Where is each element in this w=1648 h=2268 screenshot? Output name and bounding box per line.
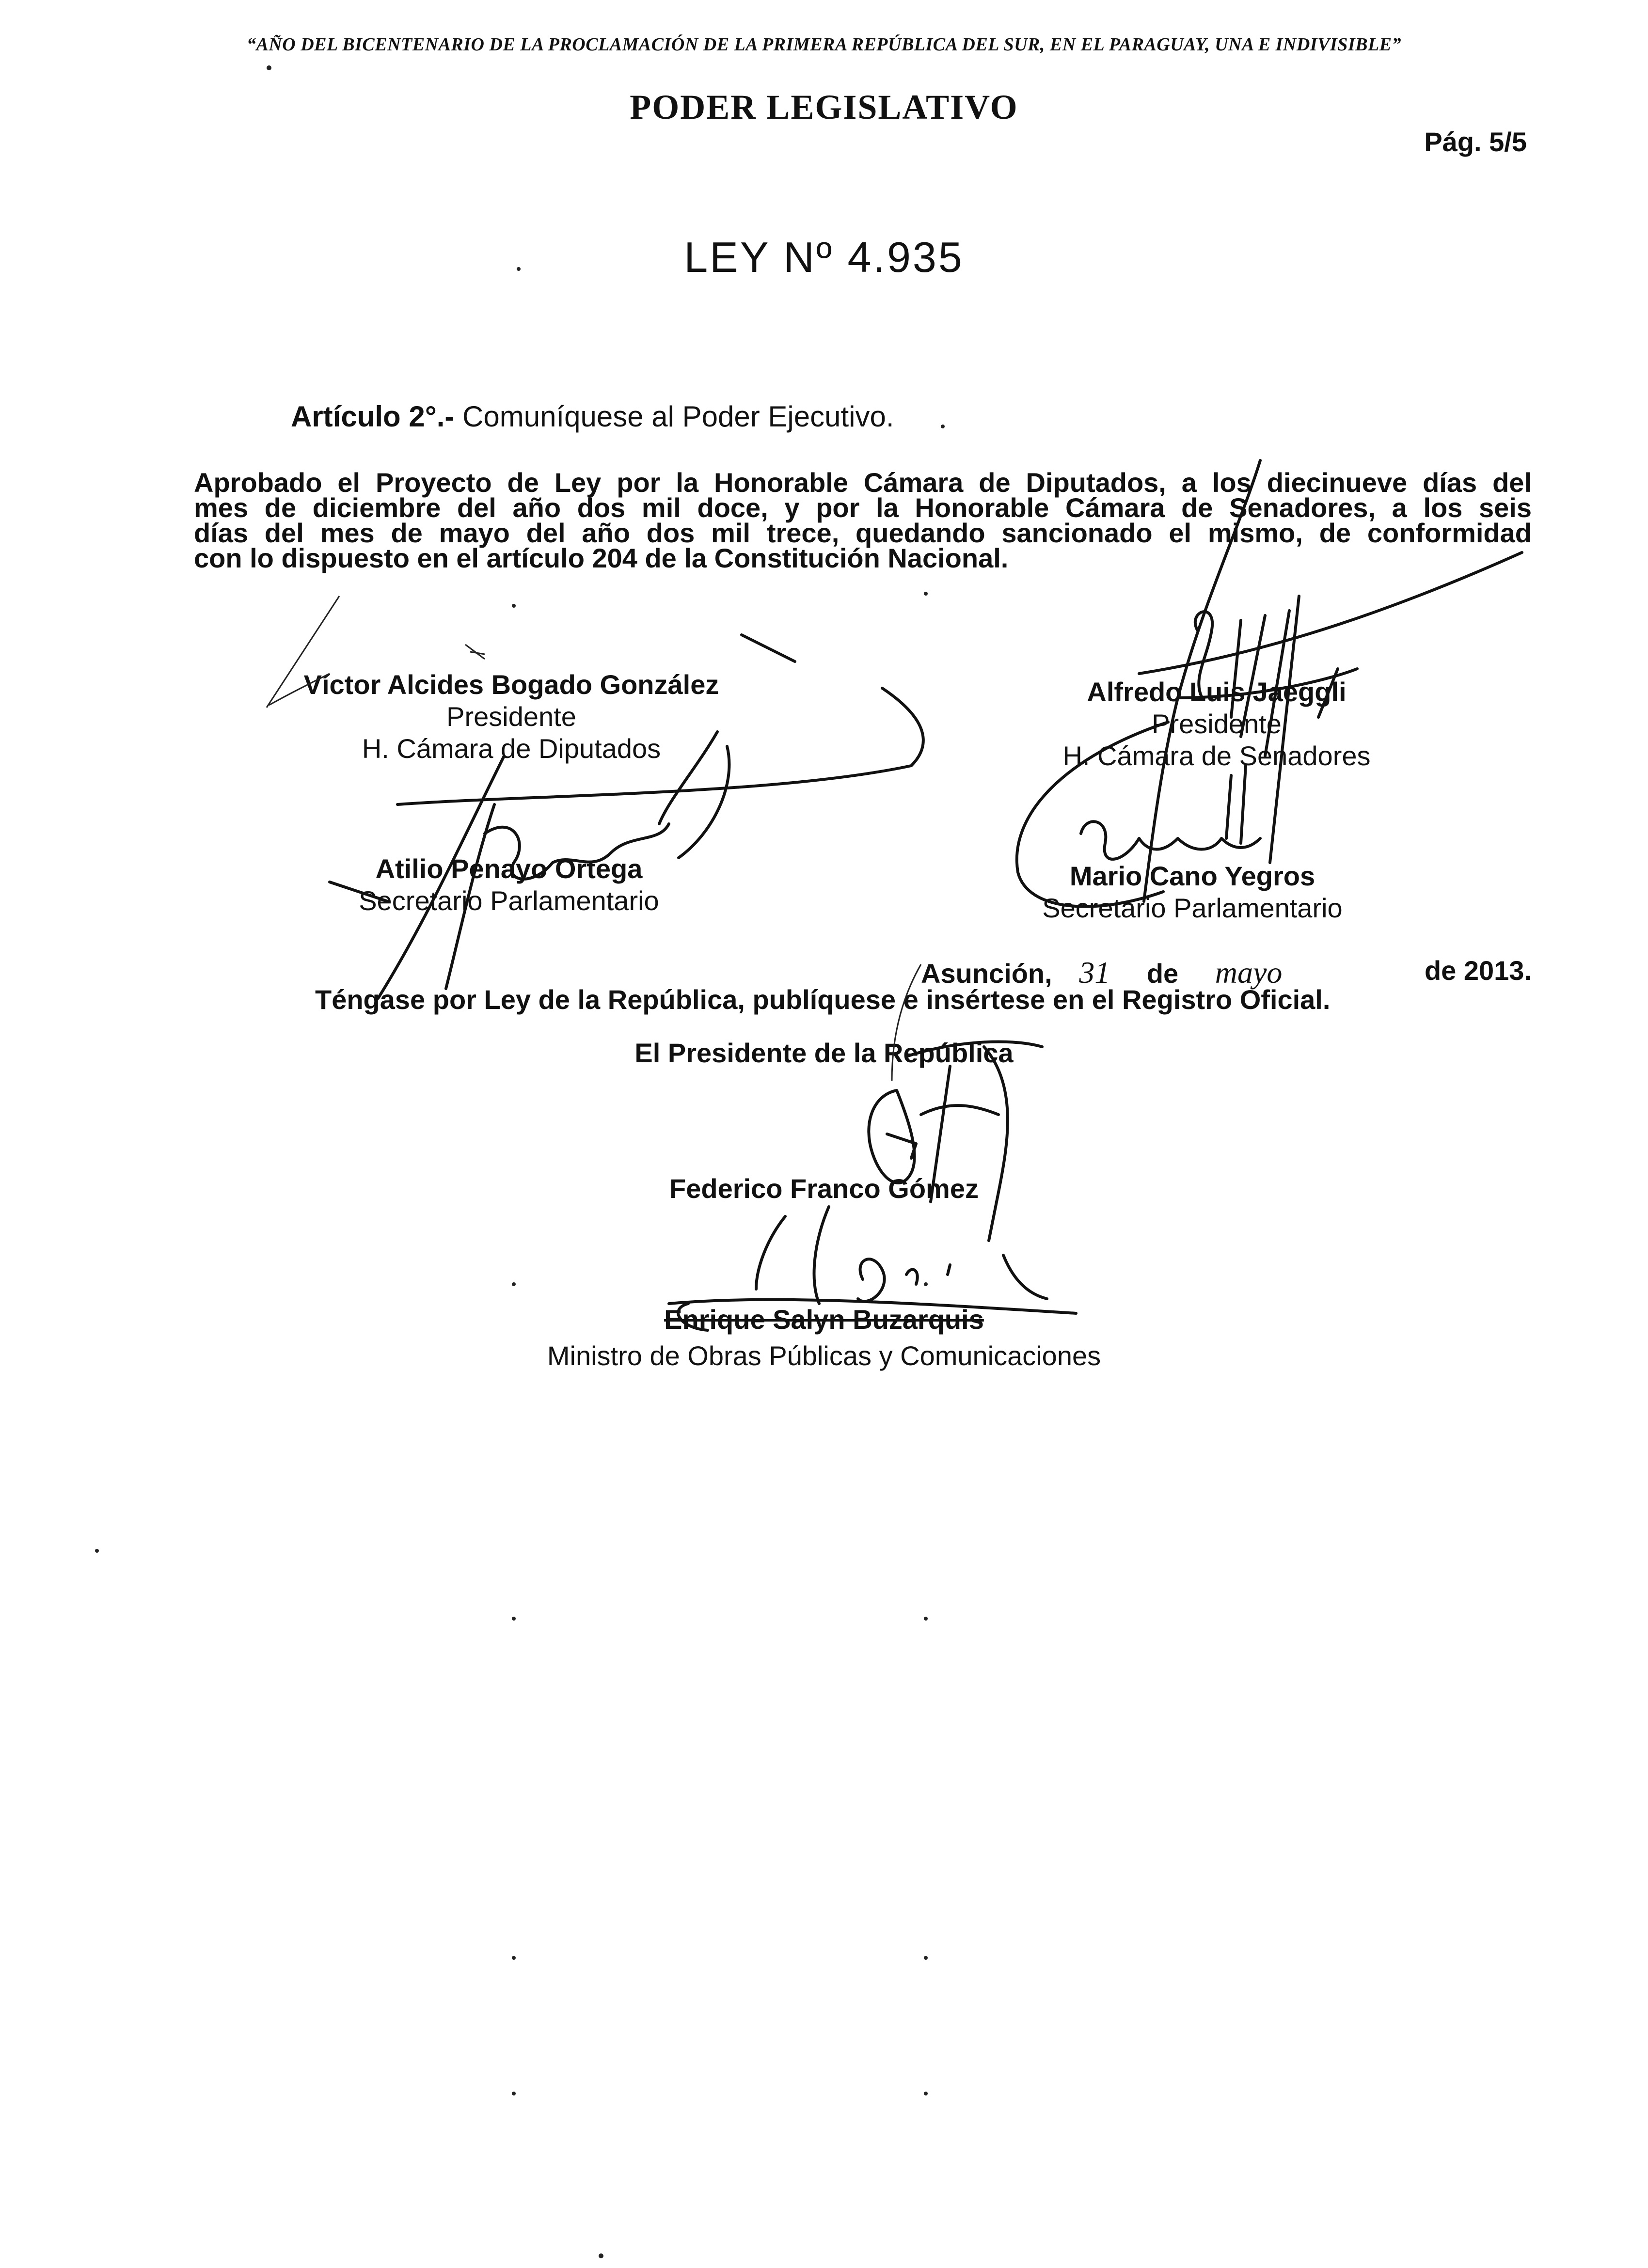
article-label: Artículo 2°.- xyxy=(291,400,455,433)
signature-bogado-tick xyxy=(267,596,485,708)
signatory-role: Secretario Parlamentario xyxy=(359,885,659,916)
minister-role: Ministro de Obras Públicas y Comunicaciones xyxy=(547,1340,1101,1371)
signatory-role: Secretario Parlamentario xyxy=(1042,893,1343,923)
signature-franco xyxy=(869,1042,1042,1241)
promulgation-text: Téngase por Ley de la República, publíquese e insértese en el Registro Oficial. xyxy=(315,984,1331,1015)
page-number: Pág. 5/5 xyxy=(1424,126,1527,157)
signatory-role: Presidente xyxy=(446,701,576,732)
signatory-name: Atilio Penayo Ortega xyxy=(375,853,643,884)
approval-line: Aprobado el Proyecto de Ley por la Honorable Cámara de Diputados, a los diecinueve días del xyxy=(194,467,1532,498)
signatory-name: Víctor Alcides Bogado González xyxy=(303,669,719,700)
approval-line: mes de diciembre del año dos mil doce, y por la Honorable Cámara de Senadores, a los seis xyxy=(194,492,1532,523)
approval-line: con lo dispuesto en el artículo 204 de la Constitución Nacional. xyxy=(194,543,1009,573)
signatory-body: H. Cámara de Diputados xyxy=(362,733,661,764)
date-de: de xyxy=(1146,958,1179,989)
president-name: Federico Franco Gómez xyxy=(669,1173,979,1204)
signature-jaeggli xyxy=(1139,460,1522,901)
president-title: El Presidente de la República xyxy=(634,1038,1014,1068)
header-branch: PODER LEGISLATIVO xyxy=(630,88,1018,126)
approval-line: días del mes de mayo del año dos mil trece, quedando sancionado el mismo, de conformidad xyxy=(194,518,1532,548)
signatory-role: Presidente xyxy=(1152,709,1282,739)
signature-buzarquis xyxy=(669,1207,1076,1330)
date-flourish xyxy=(892,964,921,1081)
article-text: Comuníquese al Poder Ejecutivo. xyxy=(462,400,894,433)
scan-dots xyxy=(95,65,945,2258)
law-number: LEY Nº 4.935 xyxy=(684,233,964,281)
header-motto: “AÑO DEL BICENTENARIO DE LA PROCLAMACIÓN DE LA PRIMERA REPÚBLICA DEL SUR, EN EL PARAGUAY, UNA E INDIVISIBLE” xyxy=(246,34,1402,55)
signature-cano-yegros xyxy=(1017,722,1260,907)
place: Asunción, xyxy=(921,958,1052,989)
signatory-name: Alfredo Luis Jaeggli xyxy=(1087,677,1347,707)
year: de 2013. xyxy=(1424,955,1532,986)
signatory-body: H. Cámara de Senadores xyxy=(1062,740,1371,771)
day-handwritten: 31 xyxy=(1079,955,1110,990)
minister-name: Enrique Salyn Buzarquis xyxy=(664,1304,984,1335)
signatory-name: Mario Cano Yegros xyxy=(1069,861,1315,891)
signature-bogado xyxy=(330,635,923,998)
month-handwritten: mayo xyxy=(1215,955,1283,990)
